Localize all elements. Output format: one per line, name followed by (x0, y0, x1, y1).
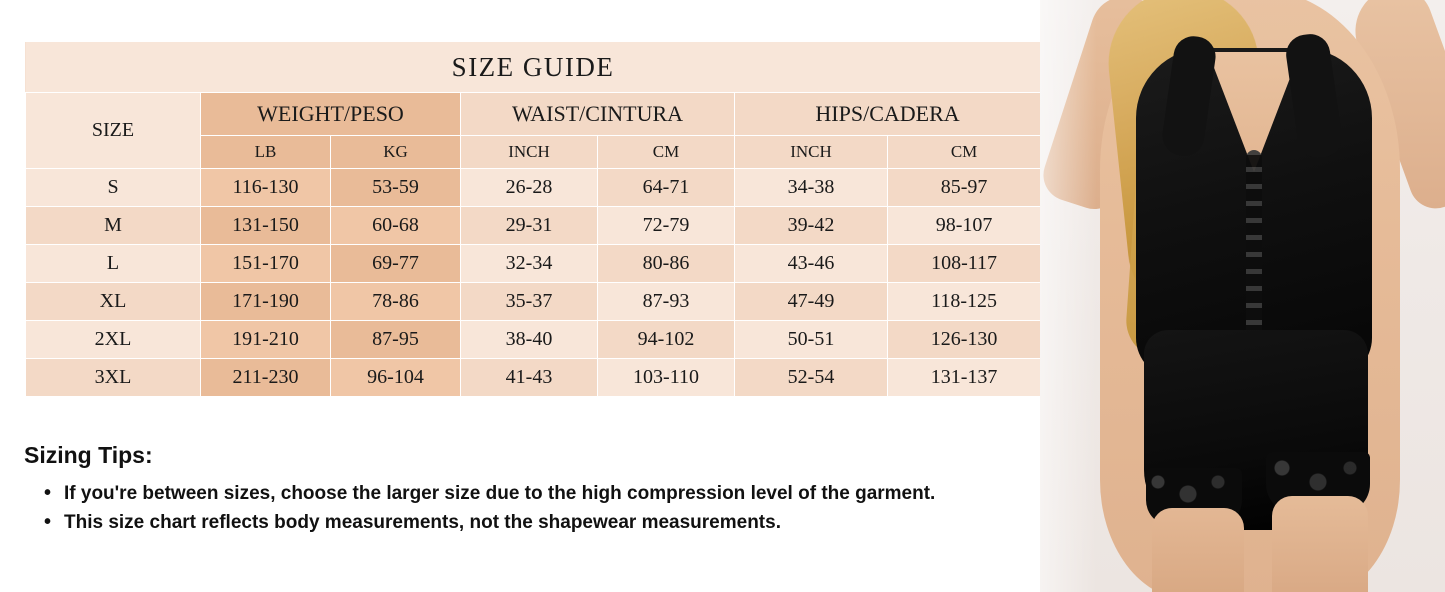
cell-weight-lb: 191-210 (201, 321, 331, 359)
cell-waist-cm: 72-79 (598, 207, 735, 245)
garment-hook-closure (1246, 150, 1262, 360)
cell-hips-cm: 131-137 (888, 359, 1041, 397)
cell-weight-lb: 151-170 (201, 245, 331, 283)
cell-hips-cm: 126-130 (888, 321, 1041, 359)
cell-weight-kg: 53-59 (331, 169, 461, 207)
cell-waist-cm: 64-71 (598, 169, 735, 207)
cell-hips-inch: 34-38 (735, 169, 888, 207)
cell-hips-cm: 118-125 (888, 283, 1041, 321)
cell-hips-inch: 47-49 (735, 283, 888, 321)
cell-waist-cm: 87-93 (598, 283, 735, 321)
cell-weight-kg: 96-104 (331, 359, 461, 397)
size-guide-table (25, 42, 1041, 397)
list-item: • If you're between sizes, choose the larger size due to the high compression level of the garment. (44, 479, 1002, 508)
table-group-header-row (26, 93, 1041, 136)
cell-waist-cm: 103-110 (598, 359, 735, 397)
table-row (26, 207, 1041, 245)
cell-waist-inch: 35-37 (461, 283, 598, 321)
cell-hips-inch: 50-51 (735, 321, 888, 359)
header-weight: WEIGHT/PESO (201, 93, 461, 136)
subheader-hips-cm: CM (888, 136, 1041, 169)
cell-hips-inch: 39-42 (735, 207, 888, 245)
table-body (26, 169, 1041, 397)
table-row (26, 245, 1041, 283)
cell-waist-inch: 26-28 (461, 169, 598, 207)
cell-size: 3XL (26, 359, 201, 397)
subheader-hips-inch: INCH (735, 136, 888, 169)
cell-weight-kg: 69-77 (331, 245, 461, 283)
table-row (26, 283, 1041, 321)
table-row (26, 359, 1041, 397)
model-illustration (1040, 0, 1445, 592)
cell-weight-lb: 131-150 (201, 207, 331, 245)
cell-waist-inch: 29-31 (461, 207, 598, 245)
table-title: SIZE GUIDE (26, 42, 1041, 93)
sizing-tips-title: Sizing Tips: (24, 442, 153, 468)
cell-hips-inch: 52-54 (735, 359, 888, 397)
cell-hips-cm: 108-117 (888, 245, 1041, 283)
cell-weight-lb: 171-190 (201, 283, 331, 321)
table-title-row (26, 42, 1041, 93)
header-hips: HIPS/CADERA (735, 93, 1041, 136)
cell-weight-kg: 60-68 (331, 207, 461, 245)
list-item: • This size chart reflects body measurements, not the shapewear measurements. (44, 508, 1002, 537)
cell-size: M (26, 207, 201, 245)
subheader-waist-inch: INCH (461, 136, 598, 169)
cell-hips-cm: 85-97 (888, 169, 1041, 207)
cell-weight-kg: 87-95 (331, 321, 461, 359)
cell-weight-lb: 116-130 (201, 169, 331, 207)
cell-waist-cm: 94-102 (598, 321, 735, 359)
product-photo (1040, 0, 1445, 592)
cell-weight-lb: 211-230 (201, 359, 331, 397)
cell-size: S (26, 169, 201, 207)
model-thigh-left (1152, 508, 1244, 592)
table-row (26, 169, 1041, 207)
cell-hips-cm: 98-107 (888, 207, 1041, 245)
cell-waist-inch: 41-43 (461, 359, 598, 397)
cell-waist-inch: 32-34 (461, 245, 598, 283)
sizing-tips-list (22, 479, 1002, 538)
sizing-tips (22, 442, 1002, 538)
cell-size: XL (26, 283, 201, 321)
subheader-waist-cm: CM (598, 136, 735, 169)
model-thigh-right (1272, 496, 1368, 592)
cell-waist-inch: 38-40 (461, 321, 598, 359)
header-size: SIZE (26, 93, 201, 169)
cell-size: 2XL (26, 321, 201, 359)
cell-hips-inch: 43-46 (735, 245, 888, 283)
table-row (26, 321, 1041, 359)
subheader-weight-kg: KG (331, 136, 461, 169)
cell-waist-cm: 80-86 (598, 245, 735, 283)
cell-weight-kg: 78-86 (331, 283, 461, 321)
cell-size: L (26, 245, 201, 283)
subheader-weight-lb: LB (201, 136, 331, 169)
table-header (26, 42, 1041, 169)
header-waist: WAIST/CINTURA (461, 93, 735, 136)
